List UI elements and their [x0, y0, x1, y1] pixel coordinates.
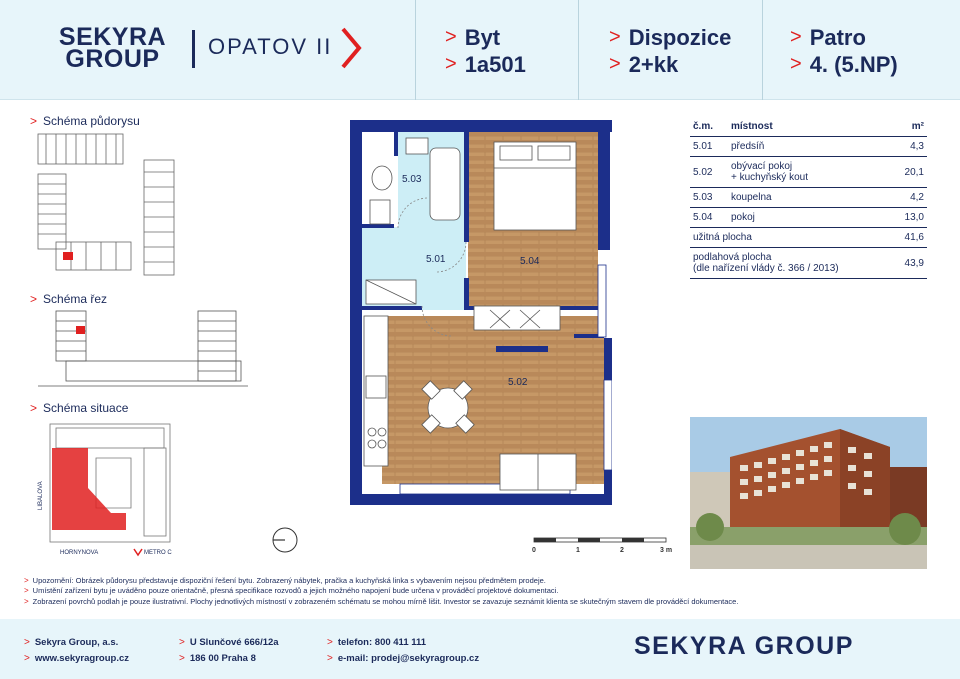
room-name: předsíň: [728, 137, 891, 157]
scale-label: 1: [576, 547, 580, 554]
floor-value: 4. (5.NP): [809, 52, 898, 77]
email-link[interactable]: e-mail: prodej@sekyragroup.cz: [337, 653, 480, 664]
site-schema-diagram: [36, 418, 176, 560]
scale-label: 2: [620, 547, 624, 554]
chevron-right-icon: >: [30, 114, 38, 128]
table-header-row: [690, 117, 927, 137]
chevron-right-icon: >: [790, 26, 802, 48]
layout-value: 2+kk: [628, 52, 679, 77]
layout-label: Dispozice: [628, 25, 732, 50]
chevron-right-icon: >: [609, 53, 621, 75]
footer-logo: SEKYRA GROUP: [634, 632, 854, 660]
note-line: [24, 596, 738, 607]
table-row-usable: [690, 228, 927, 248]
floor-schema-diagram: [36, 132, 181, 282]
section-title-text: Schéma řez: [43, 292, 108, 306]
chevron-right-icon: >: [790, 53, 802, 75]
floor-info: [790, 24, 898, 78]
chevron-right-icon: >: [445, 26, 457, 48]
table-row: [690, 157, 927, 188]
room-num: 5.01: [690, 137, 728, 157]
section-schema-diagram: [36, 306, 250, 392]
section-title-section: [30, 292, 107, 306]
chevron-right-icon: >: [179, 653, 185, 664]
street-label-left: LIBALOVA: [38, 481, 44, 510]
footer-address: [179, 635, 279, 667]
note-line: [24, 586, 738, 597]
footer-company: [24, 635, 129, 667]
company-name: Sekyra Group, a.s.: [34, 637, 119, 648]
room-num: 5.03: [690, 188, 728, 208]
logo-line-1: SEKYRA: [58, 23, 167, 51]
table-row: [690, 188, 927, 208]
header-divider: [762, 0, 763, 100]
scale-bar: [528, 536, 678, 558]
room-area: 4,3: [891, 137, 927, 157]
chevron-right-icon: >: [24, 586, 29, 596]
website-link[interactable]: www.sekyragroup.cz: [34, 653, 129, 664]
big-chevron-icon: [338, 25, 364, 71]
floor-area-label: podlahová plocha (dle nařízení vlády č. 366 / 2013): [690, 248, 891, 279]
compass-icon: [270, 525, 300, 555]
disclaimer-notes: [24, 575, 738, 607]
room-area: 20,1: [891, 157, 927, 188]
room-label: 5.01: [426, 254, 446, 265]
scale-label: 0: [532, 547, 536, 554]
scale-label: 3 m: [660, 547, 673, 554]
address-city: 186 00 Praha 8: [189, 653, 256, 664]
chevron-right-icon: >: [327, 637, 333, 648]
chevron-right-icon: >: [179, 637, 185, 648]
room-area-table: [690, 117, 927, 279]
address-street: U Slunčové 666/12a: [189, 637, 279, 648]
room-label: 5.03: [402, 174, 422, 185]
building-visualization-image: [690, 417, 927, 569]
phone-link[interactable]: telefon: 800 411 111: [337, 637, 427, 648]
floor-label: Patro: [809, 25, 866, 50]
sekyra-group-logo: [40, 23, 185, 73]
apartment-value: 1a501: [464, 52, 526, 77]
header-divider: [578, 0, 579, 100]
floor-area-value: 43,9: [891, 248, 927, 279]
apartment-label: Byt: [464, 25, 501, 50]
header-room: místnost: [728, 117, 891, 137]
room-name: koupelna: [728, 188, 891, 208]
header-num: č.m.: [690, 117, 728, 137]
chevron-right-icon: >: [24, 596, 29, 606]
apartment-floor-plan: [350, 120, 612, 505]
section-title-site: [30, 401, 128, 415]
room-label: 5.02: [508, 377, 528, 388]
room-area: 13,0: [891, 208, 927, 228]
usable-area-label: užitná plocha: [690, 228, 891, 248]
chevron-right-icon: >: [24, 637, 30, 648]
note-text: Umístění zařízení bytu je uváděno pouze orientačně, přesná specifikace rozvodů a jejich možného napojení bude určena v prováděcí projektové dokumentaci.: [32, 586, 559, 596]
room-name: obývací pokoj + kuchyňský kout: [728, 157, 891, 188]
section-title-text: Schéma situace: [43, 401, 129, 415]
chevron-right-icon: >: [445, 53, 457, 75]
room-label: 5.04: [520, 256, 540, 267]
footer-contact: [327, 635, 479, 667]
table-row: [690, 208, 927, 228]
section-title-text: Schéma půdorysu: [43, 114, 140, 128]
section-title-floorplan: [30, 114, 140, 128]
chevron-right-icon: >: [24, 653, 30, 664]
chevron-right-icon: >: [609, 26, 621, 48]
usable-area-value: 41,6: [891, 228, 927, 248]
logo-divider: [192, 30, 195, 68]
room-num: 5.02: [690, 157, 728, 188]
note-text: Upozornění: Obrázek půdorysu představuje dispoziční řešení bytu. Zobrazený nábytek, pračka a kuchyňská linka s vybavením nejsou předmětem prodeje.: [32, 575, 546, 585]
chevron-right-icon: >: [327, 653, 333, 664]
metro-label: METRO C: [144, 550, 172, 556]
note-line: [24, 575, 738, 586]
header-area: m²: [891, 117, 927, 137]
table-row: [690, 137, 927, 157]
apartment-info: [445, 24, 526, 78]
street-label-bottom: HORNYNOVA: [60, 550, 99, 556]
chevron-right-icon: >: [30, 292, 38, 306]
room-num: 5.04: [690, 208, 728, 228]
header-bar: [0, 0, 960, 100]
room-name: pokoj: [728, 208, 891, 228]
logo-line-2: GROUP: [65, 45, 160, 73]
table-row-floor: [690, 248, 927, 279]
header-divider: [415, 0, 416, 100]
chevron-right-icon: >: [24, 575, 29, 585]
note-text: Zobrazení povrchů podlah je pouze ilustrativní. Plochy jednotlivých místností v zobrazeném schématu se mohou mírně lišit. Investor se zavazuje seznámit klienta se skutečným stavem dle prováděcí dokumentace.: [32, 596, 739, 606]
project-name: OPATOV II: [208, 34, 333, 59]
layout-info: [609, 24, 731, 78]
chevron-right-icon: >: [30, 401, 38, 415]
room-area: 4,2: [891, 188, 927, 208]
